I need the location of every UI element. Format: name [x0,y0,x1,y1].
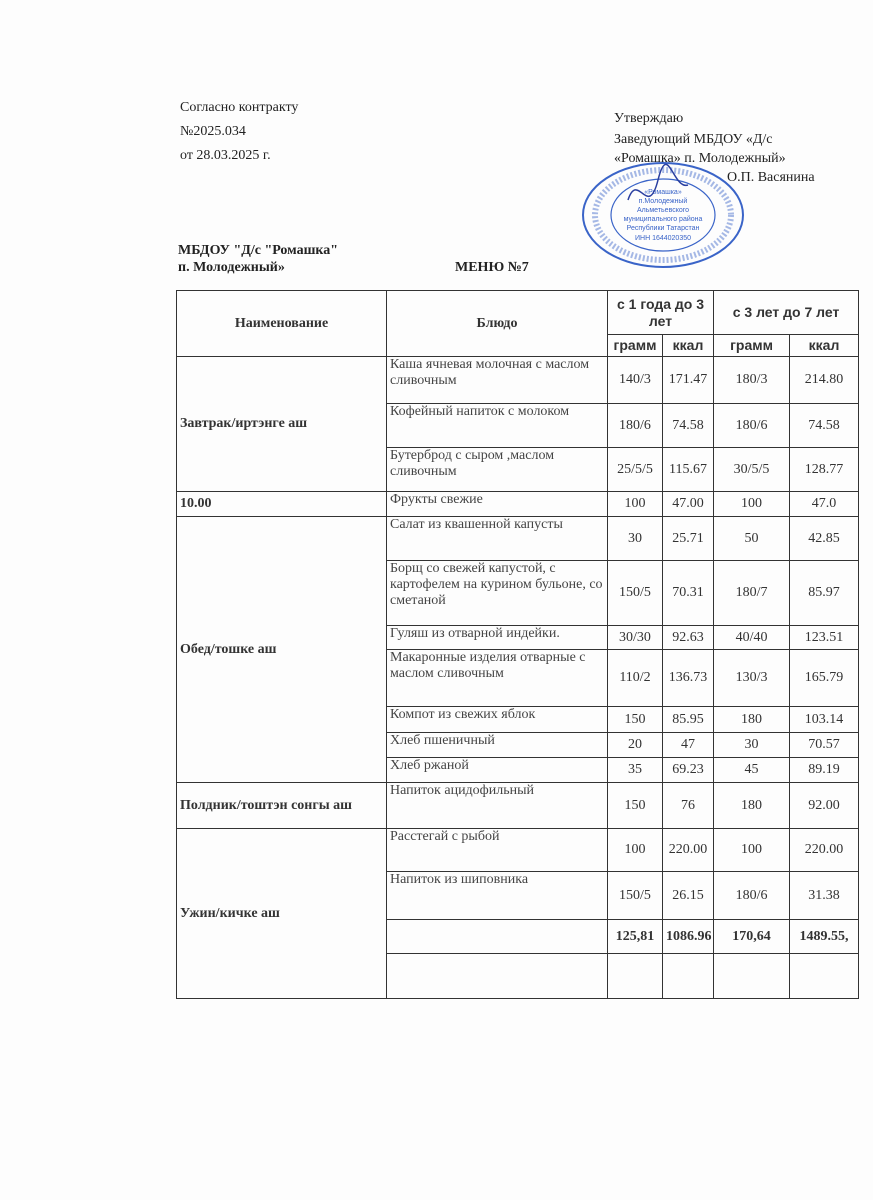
table-row [177,492,859,517]
calories: 70.57 [790,733,859,758]
svg-text:«Ромашка»: «Ромашка» [644,189,682,196]
svg-text:Альметьевского: Альметьевского [636,207,690,214]
total-k2: 1489.55, [790,920,859,954]
header-dish: Блюдо [387,291,608,357]
dish-name: Напиток из шиповника [387,872,608,920]
header-gram: грамм [608,335,663,357]
menu-title: МЕНЮ №7 [455,260,529,275]
official-stamp [578,160,748,270]
portion-grams: 25/5/5 [608,448,663,492]
portion-grams: 180/3 [714,357,790,404]
empty-cell [387,954,608,999]
meal-name: 10.00 [177,492,387,517]
portion-grams: 50 [714,517,790,561]
portion-grams: 180 [714,707,790,733]
svg-text:п.Молодежный: п.Молодежный [638,198,688,205]
meal-name: Полдник/тоштэн сонгы аш [177,783,387,829]
portion-grams: 150/5 [608,561,663,626]
portion-grams: 45 [714,758,790,783]
approve-label: Утверждаю [614,111,684,126]
header-age-3-7: с 3 лет до 7 лет [714,291,859,335]
calories: 128.77 [790,448,859,492]
portion-grams: 180/6 [608,404,663,448]
approver-org: «Ромашка» п. Молодежный» [614,151,786,166]
calories: 74.58 [790,404,859,448]
table-row [177,829,859,872]
portion-grams: 30/5/5 [714,448,790,492]
dish-name: Фрукты свежие [387,492,608,517]
calories: 25.71 [663,517,714,561]
org-name: МБДОУ "Д/с "Ромашка" [178,243,339,258]
dish-name: Хлеб ржаной [387,758,608,783]
table-row [177,357,859,404]
calories: 115.67 [663,448,714,492]
total-k1: 1086.96 [663,920,714,954]
calories: 74.58 [663,404,714,448]
totals-label-cell [387,920,608,954]
calories: 220.00 [790,829,859,872]
dish-name: Борщ со свежей капустой, с картофелем на курином бульоне, со сметаной [387,561,608,626]
menu-table [176,290,859,999]
dish-name: Компот из свежих яблок [387,707,608,733]
empty-cell [790,954,859,999]
calories: 47.0 [790,492,859,517]
portion-grams: 100 [714,492,790,517]
dish-name: Хлеб пшеничный [387,733,608,758]
meal-name: Завтрак/иртэнге аш [177,357,387,492]
header-kcal: ккал [663,335,714,357]
calories: 26.15 [663,872,714,920]
contract-date: от 28.03.2025 г. [180,148,271,163]
svg-text:муниципального района: муниципального района [623,216,703,223]
header-name: Наименование [177,291,387,357]
calories: 214.80 [790,357,859,404]
svg-text:Республики Татарстан: Республики Татарстан [626,225,700,232]
calories: 31.38 [790,872,859,920]
calories: 47 [663,733,714,758]
portion-grams: 30 [608,517,663,561]
header-kcal: ккал [790,335,859,357]
empty-cell [608,954,663,999]
dish-name: Кофейный напиток с молоком [387,404,608,448]
portion-grams: 180 [714,783,790,829]
calories: 76 [663,783,714,829]
calories: 220.00 [663,829,714,872]
portion-grams: 140/3 [608,357,663,404]
portion-grams: 100 [608,492,663,517]
calories: 85.97 [790,561,859,626]
calories: 89.19 [790,758,859,783]
portion-grams: 180/7 [714,561,790,626]
portion-grams: 40/40 [714,626,790,650]
calories: 69.23 [663,758,714,783]
dish-name: Гуляш из отварной индейки. [387,626,608,650]
portion-grams: 20 [608,733,663,758]
table-row [177,783,859,829]
calories: 136.73 [663,650,714,707]
calories: 92.63 [663,626,714,650]
total-g2: 170,64 [714,920,790,954]
calories: 85.95 [663,707,714,733]
portion-grams: 180/6 [714,404,790,448]
calories: 103.14 [790,707,859,733]
portion-grams: 150 [608,783,663,829]
org-location: п. Молодежный» [178,260,285,275]
approver-name: О.П. Васянина [727,170,815,185]
calories: 92.00 [790,783,859,829]
dish-name: Расстегай с рыбой [387,829,608,872]
empty-cell [663,954,714,999]
dish-name: Каша ячневая молочная с маслом сливочным [387,357,608,404]
portion-grams: 150/5 [608,872,663,920]
calories: 70.31 [663,561,714,626]
calories: 171.47 [663,357,714,404]
calories: 123.51 [790,626,859,650]
meal-name: Обед/тошке аш [177,517,387,783]
portion-grams: 150 [608,707,663,733]
portion-grams: 30/30 [608,626,663,650]
meal-name: Ужин/кичке аш [177,829,387,999]
portion-grams: 100 [714,829,790,872]
portion-grams: 100 [608,829,663,872]
dish-name: Бутерброд с сыром ,маслом сливочным [387,448,608,492]
dish-name: Салат из квашенной капусты [387,517,608,561]
svg-text:ИНН 1644020350: ИНН 1644020350 [634,235,692,242]
portion-grams: 130/3 [714,650,790,707]
total-g1: 125,81 [608,920,663,954]
portion-grams: 30 [714,733,790,758]
table-row [177,517,859,561]
contract-label: Согласно контракту [180,100,299,115]
calories: 47.00 [663,492,714,517]
portion-grams: 110/2 [608,650,663,707]
calories: 42.85 [790,517,859,561]
calories: 165.79 [790,650,859,707]
empty-cell [714,954,790,999]
header-gram: грамм [714,335,790,357]
dish-name: Напиток ацидофильный [387,783,608,829]
header-age-1-3: с 1 года до 3 лет [608,291,714,335]
dish-name: Макаронные изделия отварные с маслом сливочным [387,650,608,707]
approver-position: Заведующий МБДОУ «Д/с [614,132,773,147]
contract-number: №2025.034 [180,124,246,139]
portion-grams: 35 [608,758,663,783]
portion-grams: 180/6 [714,872,790,920]
